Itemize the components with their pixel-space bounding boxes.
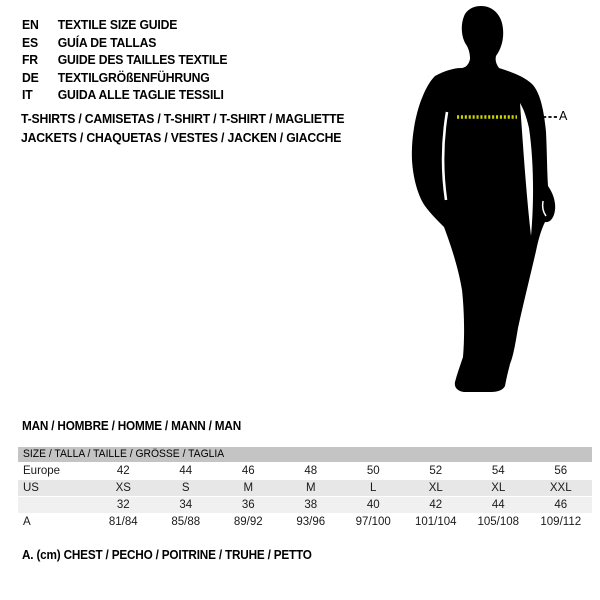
size-value: 40 <box>366 499 380 511</box>
language-label: GUÍA DE TALLAS <box>57 34 157 50</box>
size-value: M <box>305 482 316 494</box>
language-code: IT <box>22 87 33 103</box>
size-value: XXL <box>549 482 572 494</box>
measurement-a-label: A <box>559 109 568 123</box>
size-value: 46 <box>241 465 255 477</box>
size-value: 44 <box>491 499 505 511</box>
size-value: 36 <box>241 499 255 511</box>
product-type-lines <box>21 110 344 147</box>
size-value: 32 <box>116 499 130 511</box>
man-silhouette-figure <box>400 0 568 400</box>
size-value: 97/100 <box>355 516 391 528</box>
size-value: 81/84 <box>108 516 138 528</box>
table-row-chest-a <box>18 514 592 530</box>
size-value: 54 <box>491 465 505 477</box>
language-row-de <box>22 69 227 87</box>
measurement-footnote: A. (cm) CHEST / PECHO / POITRINE / TRUHE / PETTO <box>22 548 312 562</box>
language-row-fr <box>22 51 227 69</box>
language-list <box>22 16 227 104</box>
size-value: 44 <box>179 465 193 477</box>
size-value: 38 <box>304 499 318 511</box>
row-label: A <box>23 516 31 528</box>
size-value: M <box>243 482 254 494</box>
size-value: 56 <box>554 465 568 477</box>
size-value: XL <box>428 482 443 494</box>
language-label: TEXTILE SIZE GUIDE <box>57 17 178 33</box>
size-value: 93/96 <box>296 516 326 528</box>
size-value: 34 <box>179 499 193 511</box>
product-type-jackets: JACKETS / CHAQUETAS / VESTES / JACKEN / GIACCHE <box>21 129 342 145</box>
size-value: 42 <box>116 465 130 477</box>
language-label: TEXTILGRÖßENFÜHRUNG <box>57 69 210 85</box>
size-value: 42 <box>429 499 443 511</box>
language-label: GUIDA ALLE TAGLIE TESSILI <box>57 87 224 103</box>
size-table <box>18 447 592 531</box>
table-row-numeric <box>18 497 592 513</box>
size-value: S <box>181 482 190 494</box>
size-value: L <box>370 482 377 494</box>
man-silhouette <box>412 6 555 392</box>
table-row-us <box>18 480 592 496</box>
size-value: 101/104 <box>414 516 457 528</box>
language-code: ES <box>22 34 38 50</box>
language-code: FR <box>22 52 38 68</box>
size-value: 89/92 <box>233 516 263 528</box>
size-table-header <box>18 447 592 462</box>
size-value: 109/112 <box>540 516 582 528</box>
language-code: DE <box>22 69 39 85</box>
size-value: 48 <box>304 465 318 477</box>
section-title-man: MAN / HOMBRE / HOMME / MANN / MAN <box>22 419 242 433</box>
size-table-header-label: SIZE / TALLA / TAILLE / GRÖSSE / TAGLIA <box>23 448 225 460</box>
language-row-en <box>22 16 227 34</box>
size-value: 50 <box>366 465 380 477</box>
language-row-it <box>22 86 227 104</box>
size-value: XL <box>491 482 506 494</box>
size-value: 105/108 <box>477 516 520 528</box>
size-value: XS <box>115 482 131 494</box>
language-row-es <box>22 34 227 52</box>
size-value: 46 <box>554 499 568 511</box>
product-type-tshirts: T-SHIRTS / CAMISETAS / T-SHIRT / T-SHIRT / MAGLIETTE <box>21 111 345 126</box>
row-label: Europe <box>23 465 61 477</box>
language-code: EN <box>22 17 39 33</box>
size-value: 85/88 <box>171 516 201 528</box>
table-row-europe <box>18 463 592 479</box>
size-value: 52 <box>429 465 443 477</box>
row-label: US <box>23 482 39 494</box>
language-label: GUIDE DES TAILLES TEXTILE <box>57 52 228 68</box>
